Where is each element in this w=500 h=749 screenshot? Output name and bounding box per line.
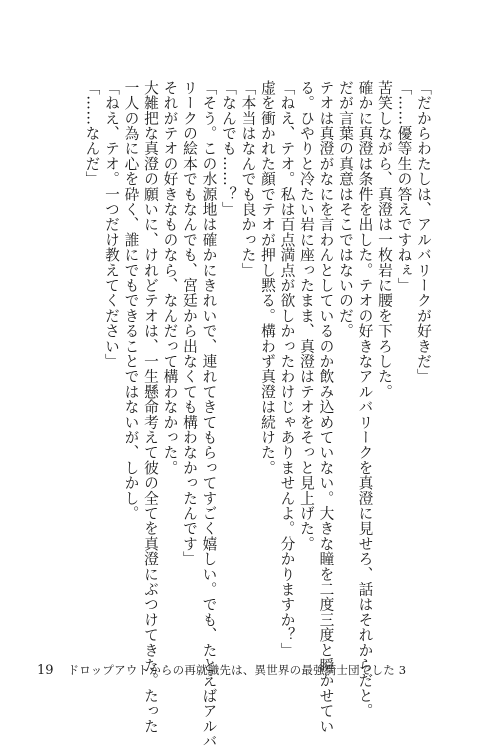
text-line: 「そう。この水源地は確かにきれいで、連れてきてもらってすごく嬉しい。でも、たとえばアルバ [200,80,218,749]
text-line: 一人の為に心を砕く、誰にでもできることではないが、しかし。 [122,80,140,521]
text-line: テオは真澄がなにを言わんとしているのか飲み込めていない。大きな瞳を二度三度と瞬かせてい [317,80,335,734]
page-footer [37,662,406,678]
text-line: る。ひやりと冷たい岩に座ったまま、真澄はテオをそっと見上げた。 [298,80,315,552]
text-line: それがテオの好きなものなら、なんだって構わなかった。 [161,80,179,476]
text-line: 確かに真澄は条件を出した。テオの好きなアルバリークを真澄に見せろ、話はそれからだと。 [356,80,374,719]
text-line: 大雑把な真澄の願いに、けれどテオは、一生懸命考えて彼の全てを真澄にぶつけてきた。たった [142,80,159,734]
text-line: 「本当はなんでも良かった」 [239,80,257,278]
text-line: 「……なんだ」 [83,80,101,187]
text-line: 「……優等生の答えですねぇ」 [395,80,413,293]
text-line: 虚を衝かれた顔でテオが押し黙る。構わず真澄は続けた。 [259,80,276,476]
text-line: 「だからわたしは、アルバリークが好きだ」 [415,80,432,384]
page-number: 19 [37,663,54,678]
text-line: だが言葉の真意はそこではないのだ。 [337,80,354,339]
text-line: 「なんでも……？」 [220,80,237,217]
text-line: 苦笑しながら、真澄は一枚岩に腰を下ろした。 [376,80,393,400]
text-line: リークの絵本でもなんでも、宮廷から出なくても構わなかったんです」 [181,80,198,567]
running-title: ドロップアウトからの再就職先は、異世界の最強騎士団でした 3 [67,663,407,677]
text-line: 「ねえ、テオ。私は百点満点が欲しかったわけじゃありませんよ。分かりますか？」 [278,80,296,658]
text-line: 「ねえ、テオ。一つだけ教えてください」 [103,80,120,369]
